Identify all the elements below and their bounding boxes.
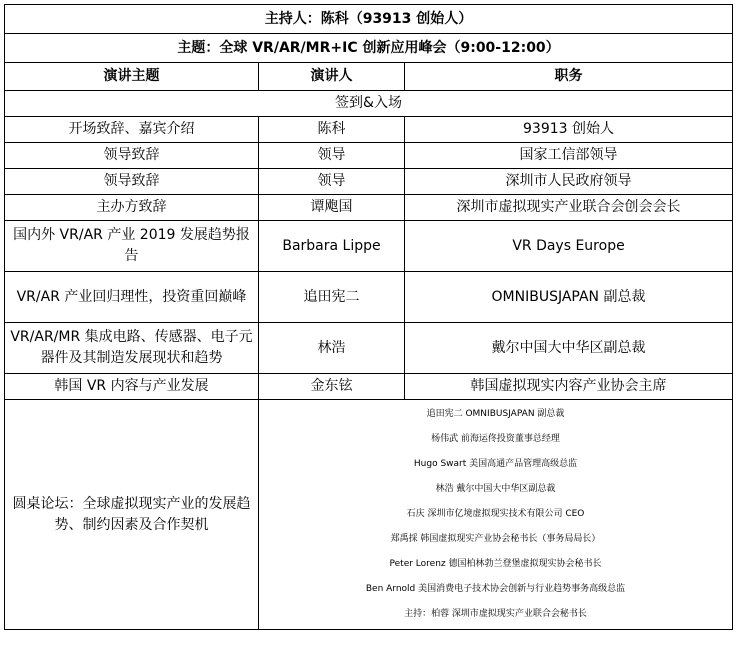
position-cell: 深圳市人民政府领导 (405, 169, 733, 195)
topic-cell: 韩国 VR 内容与产业发展 (5, 374, 259, 400)
panel-participant: 主持：柏蓉 深圳市虚拟现实产业联合会秘书长 (404, 609, 587, 619)
speaker-cell: Barbara Lippe (259, 221, 405, 272)
speaker-cell: 林浩 (259, 323, 405, 374)
topic-cell: 开场致辞、嘉宾介绍 (5, 117, 259, 143)
speaker-cell: 陈科 (259, 117, 405, 143)
table-row (5, 374, 733, 400)
panel-participant: 追田宪二 OMNIBUSJAPAN 副总裁 (426, 409, 565, 419)
speaker-cell: 金东铉 (259, 374, 405, 400)
panel-participant: Hugo Swart 美国高通产品管理高级总监 (413, 459, 578, 469)
host-cell: 主持人：陈科（93913 创始人） (5, 5, 733, 34)
table-row (5, 195, 733, 221)
topic-cell: 领导致辞 (5, 143, 259, 169)
topic-cell: 主办方致辞 (5, 195, 259, 221)
position-cell: VR Days Europe (405, 221, 733, 272)
topic-cell: VR/AR 产业回归理性，投资重回巅峰 (5, 272, 259, 323)
position-cell: 韩国虚拟现实内容产业协会主席 (405, 374, 733, 400)
table-row (5, 169, 733, 195)
table-row (5, 323, 733, 374)
agenda-table (4, 4, 733, 630)
panel-participant: 林浩 戴尔中国大中华区副总裁 (435, 484, 556, 494)
topic-cell: VR/AR/MR 集成电路、传感器、电子元器件及其制造发展现状和趋势 (5, 323, 259, 374)
checkin-cell: 签到&入场 (5, 91, 733, 117)
header-topic: 演讲主题 (5, 63, 259, 91)
position-cell: 深圳市虚拟现实产业联合会创会会长 (405, 195, 733, 221)
table-row (5, 143, 733, 169)
theme-row (5, 34, 733, 63)
position-cell: 93913 创始人 (405, 117, 733, 143)
speaker-cell: 追田宪二 (259, 272, 405, 323)
panel-participants-cell (259, 400, 733, 630)
speaker-cell: 领导 (259, 169, 405, 195)
header-position: 职务 (405, 63, 733, 91)
checkin-row (5, 91, 733, 117)
theme-cell: 主题：全球 VR/AR/MR+IC 创新应用峰会（9:00-12:00） (5, 34, 733, 63)
panel-participant: 杨伟武 前海运佟投资董事总经理 (431, 434, 560, 444)
position-cell: OMNIBUSJAPAN 副总裁 (405, 272, 733, 323)
header-speaker: 演讲人 (259, 63, 405, 91)
panel-participant: Ben Arnold 美国消费电子技术协会创新与行业趋势事务高级总监 (365, 584, 626, 594)
panel-participant: Peter Lorenz 德国柏林勃兰登堡虚拟现实协会秘书长 (389, 559, 602, 569)
speaker-cell: 领导 (259, 143, 405, 169)
header-row (5, 63, 733, 91)
panel-topic-cell: 圆桌论坛：全球虚拟现实产业的发展趋势、制约因素及合作契机 (5, 400, 259, 630)
table-row (5, 221, 733, 272)
panel-participant: 石庆 深圳市亿境虚拟现实技术有限公司 CEO (406, 509, 585, 519)
panel-row (5, 400, 733, 630)
table-row (5, 117, 733, 143)
host-row (5, 5, 733, 34)
panel-participant: 郑禹採 韩国虚拟现实产业协会秘书长（事务局局长） (390, 534, 601, 544)
position-cell: 国家工信部领导 (405, 143, 733, 169)
table-row (5, 272, 733, 323)
topic-cell: 领导致辞 (5, 169, 259, 195)
position-cell: 戴尔中国大中华区副总裁 (405, 323, 733, 374)
speaker-cell: 谭飑国 (259, 195, 405, 221)
topic-cell: 国内外 VR/AR 产业 2019 发展趋势报告 (5, 221, 259, 272)
